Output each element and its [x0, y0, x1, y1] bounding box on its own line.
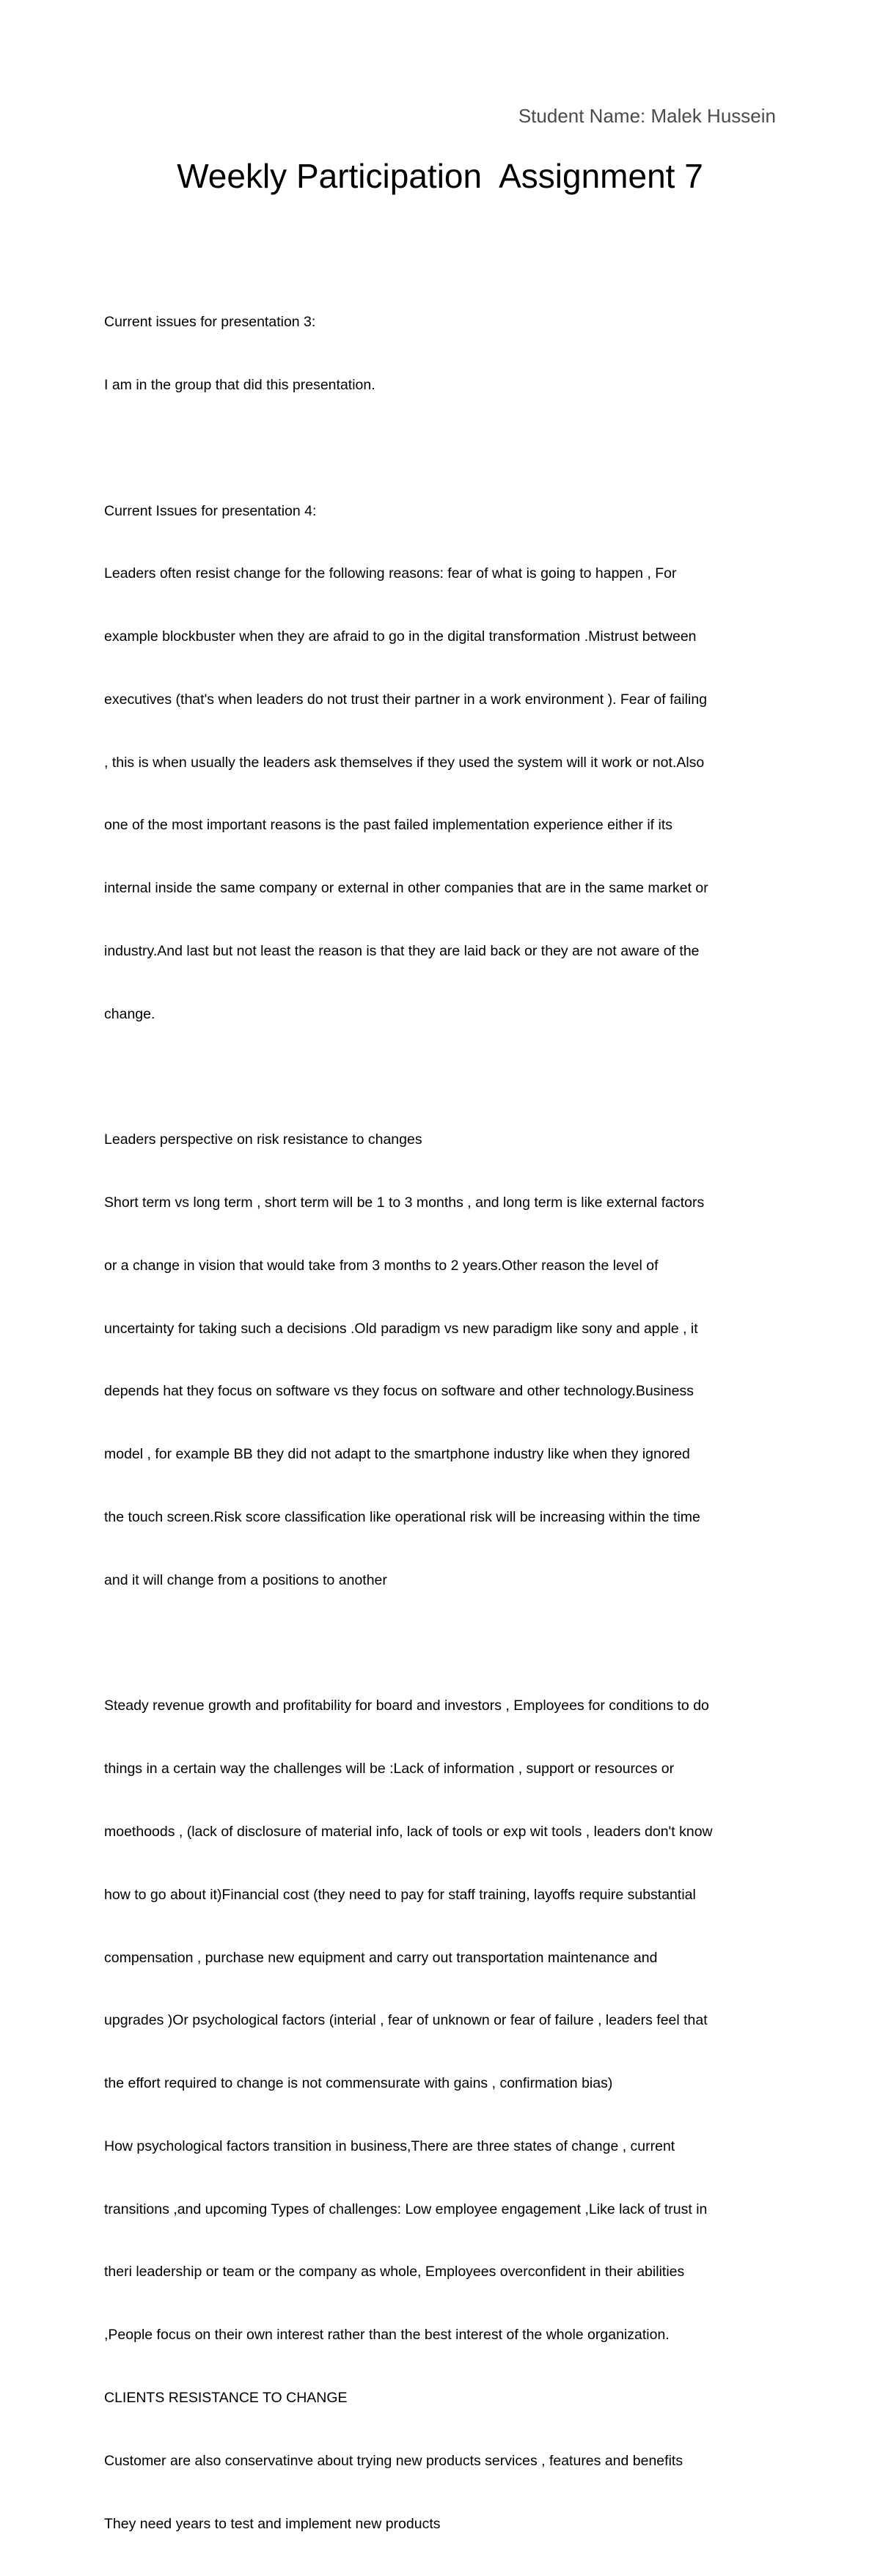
blank-line: [104, 1067, 786, 1088]
paragraph-line: the effort required to change is not commensurate with gains , confirmation bias): [104, 2075, 613, 2092]
paragraph-line: compensation , purchase new equipment and carry out transportation maintenance and: [104, 1949, 658, 1966]
paragraph-line: upgrades )Or psychological factors (interial , fear of unknown or fear of failure , leaders feel that: [104, 2012, 708, 2029]
paragraph-line: and it will change from a positions to another: [104, 1571, 387, 1588]
paragraph-line: They need years to test and implement new products: [104, 2515, 441, 2532]
paragraph-line: Leaders perspective on risk resistance to changes: [104, 1131, 422, 1148]
paragraph-line: one of the most important reasons is the past failed implementation experience either if its: [104, 817, 672, 834]
paragraph-line: Customer are also conservatinve about trying new products services , features and benefits: [104, 2452, 683, 2469]
paragraph-line: Current issues for presentation 3:: [104, 314, 316, 331]
paragraph-line: moethoods , (lack of disclosure of material info, lack of tools or exp wit tools , leaders don't know: [104, 1823, 713, 1840]
paragraph-line: model , for example BB they did not adapt to the smartphone industry like when they ignored: [104, 1446, 690, 1463]
paragraph-line: theri leadership or team or the company as whole, Employees overconfident in their abilities: [104, 2264, 685, 2280]
paragraph-line: how to go about it)Financial cost (they need to pay for staff training, layoffs require substantial: [104, 1886, 696, 1903]
paragraph-line: Current Issues for presentation 4:: [104, 502, 317, 519]
paragraph-line: uncertainty for taking such a decisions .Old paradigm vs new paradigm like sony and apple , it: [104, 1320, 698, 1337]
paragraph-line: industry.And last but not least the reason is that they are laid back or they are not aware of the: [104, 943, 700, 959]
paragraph-line: things in a certain way the challenges will be :Lack of information , support or resources or: [104, 1761, 675, 1777]
paragraph-line: example blockbuster when they are afraid to go in the digital transformation .Mistrust between: [104, 628, 697, 645]
paragraph-line: I am in the group that did this presentation.: [104, 376, 375, 393]
paragraph-line: executives (that's when leaders do not trust their partner in a work environment ). Fear of failing: [104, 691, 708, 708]
document-body: [104, 270, 786, 2576]
paragraph-line: depends hat they focus on software vs they focus on software and other technology.Business: [104, 1383, 694, 1400]
paragraph-line: internal inside the same company or external in other companies that are in the same market or: [104, 880, 708, 897]
paragraph-line: Leaders often resist change for the following reasons: fear of what is going to happen , For: [104, 565, 677, 582]
blank-line: [104, 438, 786, 459]
paragraph-line: ,People focus on their own interest rather than the best interest of the whole organization.: [104, 2327, 670, 2344]
section-heading: CLIENTS RESISTANCE TO CHANGE: [104, 2389, 348, 2406]
paragraph-line: Steady revenue growth and profitability for board and investors , Employees for conditions to do: [104, 1698, 709, 1714]
paragraph-line: the touch screen.Risk score classification like operational risk will be increasing within the time: [104, 1509, 700, 1526]
paragraph-line: change.: [104, 1005, 155, 1022]
student-name: Student Name: Malek Hussein: [518, 105, 776, 127]
blank-line: [104, 1633, 786, 1654]
paragraph-line: transitions ,and upcoming Types of challenges: Low employee engagement ,Like lack of trust in: [104, 2201, 708, 2217]
paragraph-line: , this is when usually the leaders ask themselves if they used the system will it work or not.Also: [104, 754, 705, 771]
paragraph-line: or a change in vision that would take from 3 months to 2 years.Other reason the level of: [104, 1257, 659, 1274]
paragraph-line: How psychological factors transition in business,There are three states of change , current: [104, 2138, 675, 2154]
paragraph-line: Short term vs long term , short term will be 1 to 3 months , and long term is like external factors: [104, 1195, 705, 1211]
document-title: Weekly Participation Assignment 7: [177, 157, 703, 195]
